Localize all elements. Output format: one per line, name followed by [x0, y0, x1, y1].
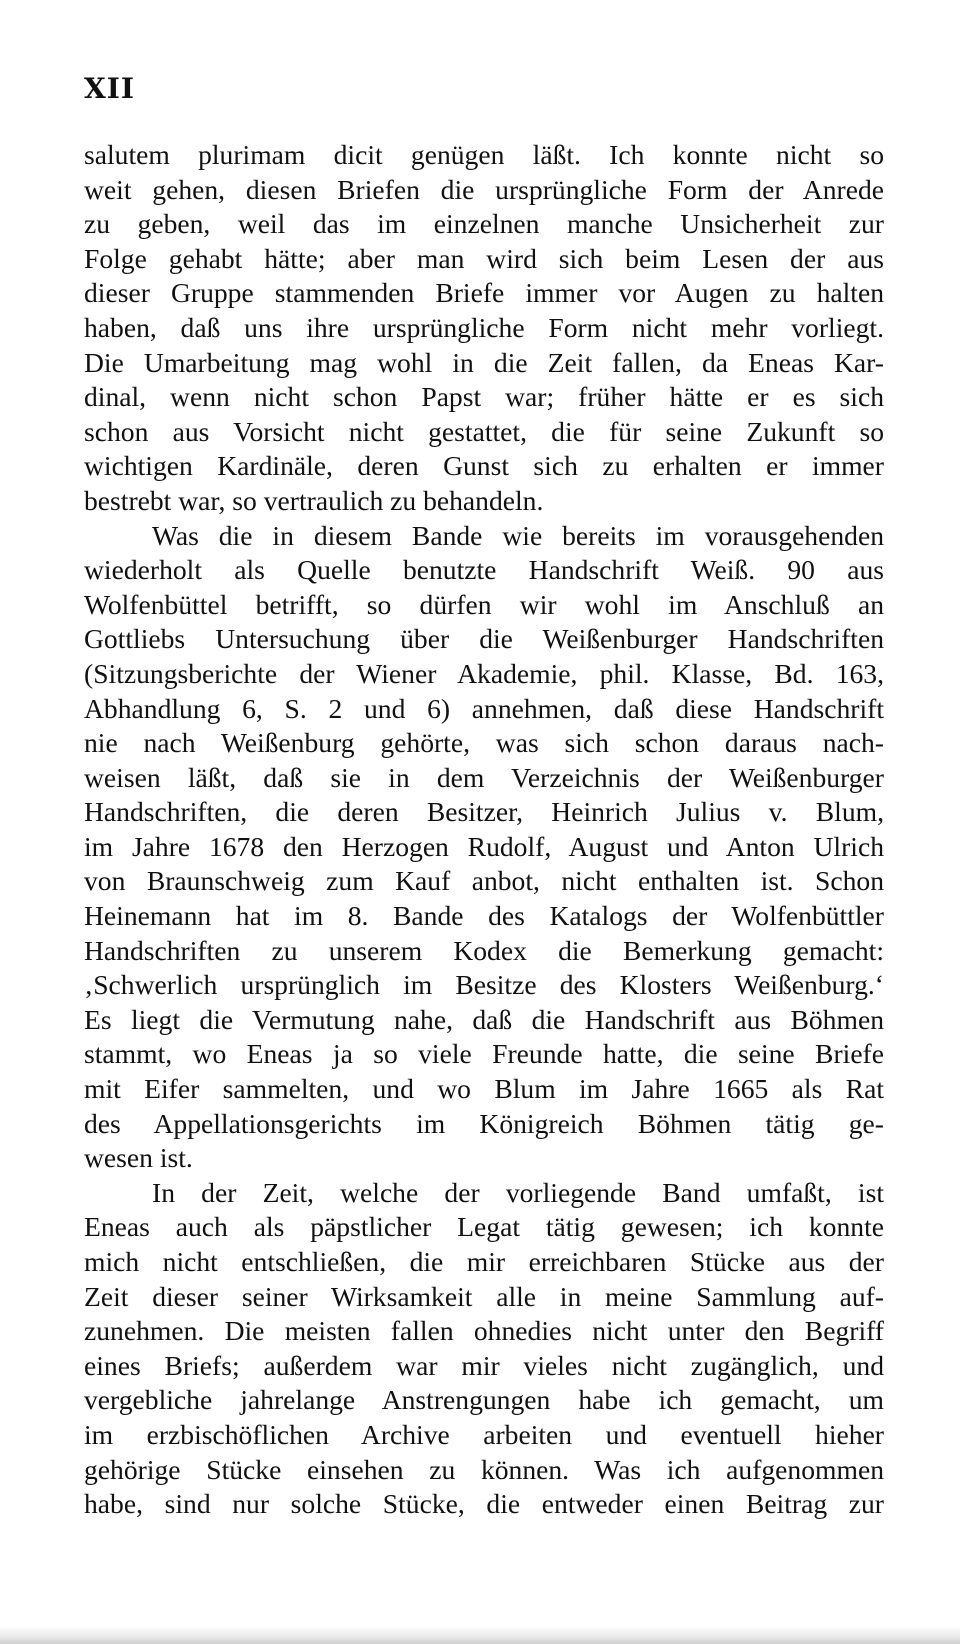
text-line: Handschriften zu unserem Kodex die Bemerkung gemacht: [84, 934, 884, 966]
text-line: Gottliebs Untersuchung über die Weißenburger Handschriften [84, 623, 884, 655]
text-line: gehörige Stücke einsehen zu können. Was ich aufgenommen [84, 1453, 884, 1485]
paragraph-2 [84, 519, 884, 1176]
text-line: des Appellationsgerichts im Königreich Böhmen tätig ge- [84, 1107, 884, 1139]
text-line: Abhandlung 6, S. 2 und 6) annehmen, daß diese Handschrift [84, 692, 884, 724]
text-line: (Sitzungsberichte der Wiener Akademie, phil. Klasse, Bd. 163, [84, 657, 884, 689]
text-line: stammt, wo Eneas ja so viele Freunde hatte, die seine Briefe [84, 1038, 884, 1070]
text-line: ‚Schwerlich ursprünglich im Besitze des Klosters Weißenburg.‘ [84, 969, 884, 1001]
text-line: In der Zeit, welche der vorliegende Band umfaßt, ist [152, 1176, 884, 1208]
text-line: Folge gehabt hätte; aber man wird sich beim Lesen der aus [84, 242, 884, 274]
text-line: wiederholt als Quelle benutzte Handschrift Weiß. 90 aus [84, 554, 884, 586]
paragraph-3 [84, 1176, 884, 1522]
text-line: Wolfenbüttel betrifft, so dürfen wir wohl im Anschluß an [84, 588, 884, 620]
text-line: weit gehen, diesen Briefen die ursprüngliche Form der Anrede [84, 173, 884, 205]
text-line: zunehmen. Die meisten fallen ohnedies nicht unter den Begriff [84, 1315, 884, 1347]
text-line: zu geben, weil das im einzelnen manche Unsicherheit zur [84, 208, 884, 240]
text-line: schon aus Vorsicht nicht gestattet, die für seine Zukunft so [84, 415, 884, 447]
text-line: eines Briefs; außerdem war mir vieles nicht zugänglich, und [84, 1349, 884, 1381]
text-line: mich nicht entschließen, die mir erreichbaren Stücke aus der [84, 1246, 884, 1277]
text-line: Zeit dieser seiner Wirksamkeit alle in meine Sammlung auf- [84, 1280, 884, 1312]
page-number: XII [84, 72, 135, 105]
text-line: haben, daß uns ihre ursprüngliche Form nicht mehr vorliegt. [84, 311, 884, 343]
text-line: salutem plurimam dicit genügen läßt. Ich konnte nicht so [84, 139, 884, 170]
text-line: von Braunschweig zum Kauf anbot, nicht enthalten ist. Schon [84, 865, 884, 897]
text-line: weisen läßt, daß sie in dem Verzeichnis der Weißenburger [84, 761, 884, 793]
text-line: Heinemann hat im 8. Bande des Katalogs der Wolfenbüttler [84, 900, 884, 932]
text-line: Was die in diesem Bande wie bereits im vorausgehenden [152, 519, 884, 551]
text-line: Handschriften, die deren Besitzer, Heinrich Julius v. Blum, [84, 796, 884, 828]
text-line: Eneas auch als päpstlicher Legat tätig gewesen; ich konnte [84, 1211, 884, 1243]
text-line: wichtigen Kardinäle, deren Gunst sich zu erhalten er immer [84, 450, 884, 482]
text-line: mit Eifer sammelten, und wo Blum im Jahre 1665 als Rat [84, 1073, 884, 1105]
body-text [84, 138, 884, 1522]
text-line: vergebliche jahrelange Anstrengungen habe ich gemacht, um [84, 1384, 884, 1416]
paragraph-1 [84, 138, 884, 519]
scan-bottom-edge [0, 1626, 960, 1644]
text-line: Es liegt die Vermutung nahe, daß die Handschrift aus Böhmen [84, 1003, 884, 1035]
text-line: Die Umarbeitung mag wohl in die Zeit fallen, da Eneas Kar- [84, 346, 884, 378]
text-line: dieser Gruppe stammenden Briefe immer vor Augen zu halten [84, 277, 884, 309]
text-line: im erzbischöflichen Archive arbeiten und eventuell hieher [84, 1418, 884, 1450]
text-line: dinal, wenn nicht schon Papst war; früher hätte er es sich [84, 381, 884, 413]
text-line: nie nach Weißenburg gehörte, was sich schon daraus nach- [84, 727, 884, 759]
text-line: bestrebt war, so vertraulich zu behandeln. [84, 484, 544, 516]
text-line: habe, sind nur solche Stücke, die entweder einen Beitrag zur [84, 1488, 884, 1520]
text-line: wesen ist. [84, 1142, 193, 1174]
text-line: im Jahre 1678 den Herzogen Rudolf, August und Anton Ulrich [84, 830, 884, 862]
